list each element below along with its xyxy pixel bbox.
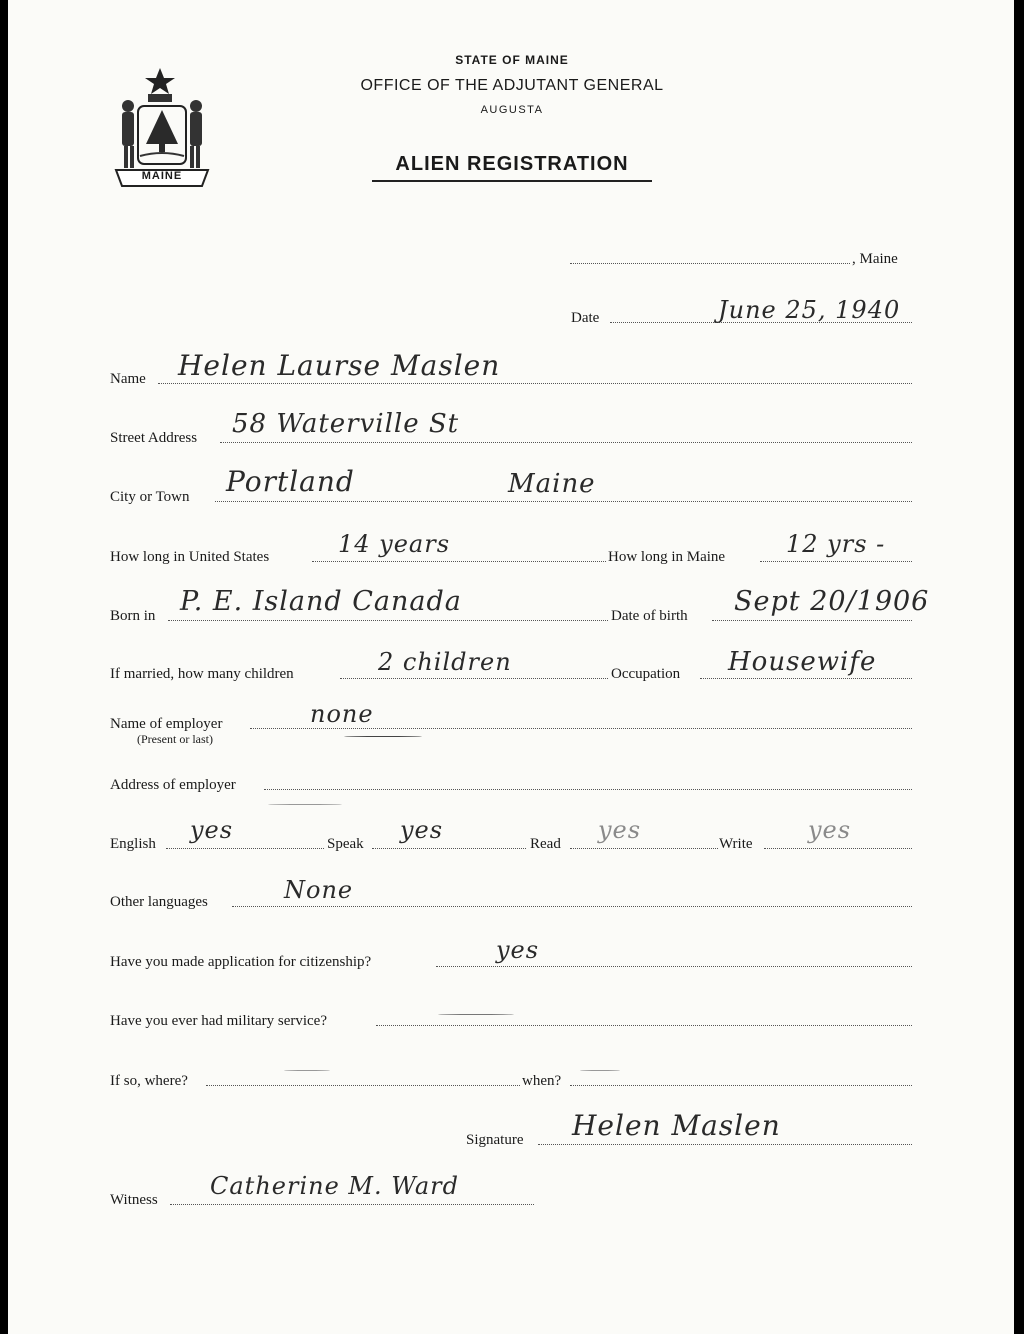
- occupation-label: Occupation: [611, 666, 681, 682]
- date-label: Date: [571, 310, 600, 326]
- date-of-birth-line: [712, 620, 912, 621]
- read-label: Read: [530, 836, 561, 852]
- military-label: Have you ever had military service?: [110, 1013, 327, 1029]
- military-dash: [438, 1014, 514, 1015]
- how-long-maine-line: [760, 561, 912, 562]
- english-line: [166, 848, 324, 849]
- street-label: Street Address: [110, 430, 198, 446]
- other-languages-line: [232, 906, 912, 907]
- where-line: [206, 1085, 520, 1086]
- how-long-us-label: How long in United States: [110, 549, 270, 565]
- name-value: Helen Laurse Maslen: [178, 349, 501, 382]
- employer-sublabel: (Present or last): [137, 732, 213, 746]
- seal-banner-text: MAINE: [141, 170, 183, 182]
- when-line: [570, 1085, 912, 1086]
- signature-line: [538, 1144, 912, 1145]
- other-languages-label: Other languages: [110, 894, 208, 910]
- header-city: AUGUSTA: [480, 104, 544, 116]
- witness-label: Witness: [110, 1192, 158, 1208]
- city-label: City or Town: [110, 489, 190, 505]
- employer-address-dash: [268, 804, 342, 805]
- date-of-birth-label: Date of birth: [611, 608, 688, 624]
- street-value: 58 Waterville St: [232, 409, 460, 439]
- write-label: Write: [719, 836, 753, 852]
- how-long-maine-label: How long in Maine: [608, 549, 726, 565]
- where-label: If so, where?: [110, 1073, 188, 1089]
- children-value: 2 children: [378, 648, 512, 676]
- how-long-us-value: 14 years: [338, 530, 451, 558]
- city-value: Portland: [226, 465, 355, 498]
- witness-value: Catherine M. Ward: [210, 1172, 459, 1200]
- name-line: [158, 383, 912, 384]
- when-label: when?: [522, 1073, 562, 1089]
- children-line: [340, 678, 608, 679]
- employer-label: Name of employer: [110, 716, 223, 732]
- how-long-maine-value: 12 yrs -: [786, 530, 886, 558]
- signature-value: Helen Maslen: [572, 1109, 781, 1142]
- english-value: yes: [190, 816, 234, 844]
- date-of-birth-value: Sept 20/1906: [734, 586, 930, 617]
- form-title: ALIEN REGISTRATION: [395, 153, 629, 175]
- header-office: OFFICE OF THE ADJUTANT GENERAL: [360, 77, 664, 94]
- title-underline: [372, 180, 652, 182]
- citizenship-label: Have you made application for citizenship?: [110, 954, 372, 970]
- where-dash: [284, 1070, 330, 1071]
- city-line: [215, 501, 912, 502]
- name-label: Name: [110, 371, 146, 387]
- witness-line: [170, 1204, 534, 1205]
- state-value: Maine: [508, 469, 596, 499]
- speak-label: Speak: [327, 836, 364, 852]
- read-value: yes: [598, 816, 642, 844]
- born-in-line: [168, 620, 608, 621]
- street-line: [220, 442, 912, 443]
- occupation-line: [700, 678, 912, 679]
- town-line: [570, 263, 850, 264]
- citizenship-value: yes: [496, 936, 540, 964]
- date-value: June 25, 1940: [718, 296, 901, 324]
- employer-address-line: [264, 789, 912, 790]
- signature-label: Signature: [466, 1132, 524, 1148]
- occupation-value: Housewife: [728, 647, 877, 677]
- military-line: [376, 1025, 912, 1026]
- english-label: English: [110, 836, 156, 852]
- other-languages-value: None: [284, 876, 354, 904]
- born-in-value: P. E. Island Canada: [180, 586, 462, 617]
- children-label: If married, how many children: [110, 666, 294, 682]
- maine-suffix: , Maine: [852, 251, 898, 267]
- born-in-label: Born in: [110, 608, 156, 624]
- employer-address-label: Address of employer: [110, 777, 236, 793]
- write-value: yes: [808, 816, 852, 844]
- write-line: [764, 848, 912, 849]
- employer-value: none: [310, 700, 374, 728]
- read-line: [570, 848, 718, 849]
- employer-dash: [344, 736, 422, 737]
- citizenship-line: [436, 966, 912, 967]
- when-dash: [580, 1070, 620, 1071]
- how-long-us-line: [312, 561, 606, 562]
- employer-line: [250, 728, 912, 729]
- header-state: STATE OF MAINE: [455, 53, 569, 67]
- speak-line: [372, 848, 526, 849]
- speak-value: yes: [400, 816, 444, 844]
